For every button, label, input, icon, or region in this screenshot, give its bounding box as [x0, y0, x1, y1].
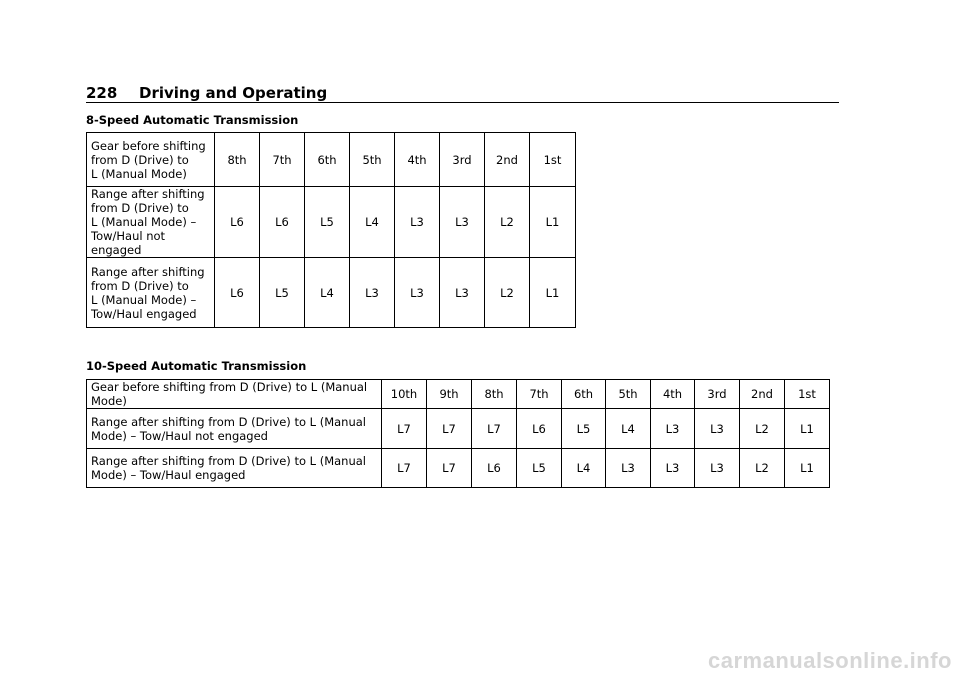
- table-cell: L3: [395, 187, 440, 258]
- table-cell: L3: [350, 258, 395, 328]
- table-cell: L7: [427, 409, 472, 449]
- table-cell: L3: [651, 409, 695, 449]
- row-label: Range after shifting from D (Drive) to L (Manual Mode) – Tow/Haul engaged: [87, 449, 382, 488]
- row-label: Gear before shifting from D (Drive) to L (Manual Mode): [87, 133, 215, 187]
- table-row: [87, 133, 576, 187]
- table-10-speed: [86, 379, 830, 488]
- table-cell: L6: [472, 449, 517, 488]
- watermark: carmanualsonline.info: [708, 648, 952, 673]
- table-cell: 4th: [651, 380, 695, 409]
- table-cell: 9th: [427, 380, 472, 409]
- table-cell: 8th: [472, 380, 517, 409]
- table-cell: L1: [530, 187, 576, 258]
- table-cell: L7: [382, 409, 427, 449]
- table-cell: L2: [740, 409, 785, 449]
- table-8-speed: [86, 132, 576, 328]
- table-cell: L6: [260, 187, 305, 258]
- row-label: Range after shifting from D (Drive) to L (Manual Mode) – Tow/Haul engaged: [87, 258, 215, 328]
- page-number: 228: [86, 84, 118, 102]
- table-cell: L5: [562, 409, 606, 449]
- table-cell: 6th: [305, 133, 350, 187]
- table-cell: 2nd: [485, 133, 530, 187]
- table-cell: L4: [606, 409, 651, 449]
- table-cell: 10th: [382, 380, 427, 409]
- table-cell: 3rd: [695, 380, 740, 409]
- section-title-8-speed: 8-Speed Automatic Transmission: [86, 113, 299, 127]
- table-cell: 5th: [350, 133, 395, 187]
- table-row: [87, 258, 576, 328]
- table-cell: L3: [440, 187, 485, 258]
- table-cell: L6: [517, 409, 562, 449]
- table-cell: 6th: [562, 380, 606, 409]
- table-cell: L5: [260, 258, 305, 328]
- row-label: Gear before shifting from D (Drive) to L (Manual Mode): [87, 380, 382, 409]
- table-cell: L3: [395, 258, 440, 328]
- table-cell: L3: [606, 449, 651, 488]
- table-cell: L5: [305, 187, 350, 258]
- table-cell: L1: [530, 258, 576, 328]
- table-cell: 2nd: [740, 380, 785, 409]
- table-cell: 1st: [530, 133, 576, 187]
- table-cell: L2: [485, 187, 530, 258]
- page-header: [86, 84, 839, 103]
- table-cell: L7: [427, 449, 472, 488]
- table-cell: L7: [472, 409, 517, 449]
- table-cell: L6: [215, 187, 260, 258]
- table-cell: L4: [305, 258, 350, 328]
- table-row: [87, 449, 830, 488]
- table-cell: L1: [785, 449, 830, 488]
- row-label: Range after shifting from D (Drive) to L (Manual Mode) – Tow/Haul not engaged: [87, 187, 215, 258]
- table-cell: L2: [485, 258, 530, 328]
- table-cell: L2: [740, 449, 785, 488]
- table-cell: 8th: [215, 133, 260, 187]
- table-cell: L7: [382, 449, 427, 488]
- table-10-speed-body: [87, 380, 830, 488]
- table-row: [87, 380, 830, 409]
- table-cell: L3: [440, 258, 485, 328]
- section-title-10-speed: 10-Speed Automatic Transmission: [86, 359, 307, 373]
- table-cell: L6: [215, 258, 260, 328]
- table-cell: 3rd: [440, 133, 485, 187]
- table-cell: L1: [785, 409, 830, 449]
- row-label: Range after shifting from D (Drive) to L (Manual Mode) – Tow/Haul not engaged: [87, 409, 382, 449]
- table-row: [87, 187, 576, 258]
- table-cell: 7th: [260, 133, 305, 187]
- table-row: [87, 409, 830, 449]
- table-cell: L4: [350, 187, 395, 258]
- table-cell: 1st: [785, 380, 830, 409]
- table-cell: 4th: [395, 133, 440, 187]
- table-cell: 5th: [606, 380, 651, 409]
- table-cell: L3: [651, 449, 695, 488]
- table-cell: L5: [517, 449, 562, 488]
- table-8-speed-body: [87, 133, 576, 328]
- table-cell: 7th: [517, 380, 562, 409]
- table-cell: L4: [562, 449, 606, 488]
- table-cell: L3: [695, 449, 740, 488]
- page-title: Driving and Operating: [139, 84, 328, 102]
- table-cell: L3: [695, 409, 740, 449]
